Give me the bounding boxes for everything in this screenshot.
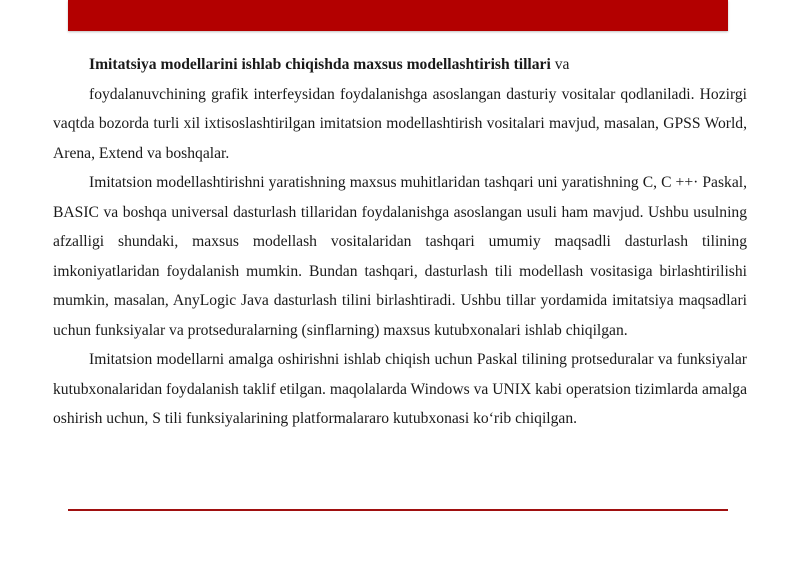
header-bar	[68, 0, 728, 31]
paragraph-1-first-line	[53, 50, 747, 80]
paragraph-1-body: foydalanuvchining grafik interfeysidan foydalanishga asoslangan dasturiy vositalar qodlaniladi. Hozirgi vaqtda bozorda turli xil ixtisoslashtirilgan imitatsion modellashtirish vositalari mavjud, masalan, GPSS World, Arena, Extend va boshqalar.	[53, 85, 747, 162]
footer-divider	[68, 509, 728, 511]
slide-body	[53, 50, 747, 434]
paragraph-1-lead-tail: va	[550, 56, 570, 73]
paragraph-2: Imitatsion modellashtirishni yaratishning maxsus muhitlaridan tashqari uni yaratishning C, C ++· Paskal, BASIC va boshqa universal dasturlash tillaridan foydalanishga asoslangan usuli ham mavjud. Ushbu usulning afzalligi shundaki, maxsus modellash vositalaridan tashqari umumiy maqsadli dasturlash tilining imkoniyatlaridan foydalanish mumkin. Bundan tashqari, dasturlash tili modellash vositasiga birlashtirilishi mumkin, masalan, AnyLogic Java dasturlash tilini birlashtiradi. Ushbu tillar yordamida imitatsiya maqsadlari uchun funksiyalar va protseduralarning (sinflarning) maxsus kutubxonalari ishlab chiqilgan.	[53, 174, 747, 339]
paragraph-3: Imitatsion modellarni amalga oshirishni ishlab chiqish uchun Paskal tilining protseduralar va funksiyalar kutubxonalaridan foydalanish taklif etilgan. maqolalarda Windows va UNIX kabi operatsion tizimlarda amalga oshirish uchun, S tili funksiyalarining platformalararo kutubxonasi ko‘rib chiqilgan.	[53, 351, 747, 427]
paragraph-1-bold-lead: Imitatsiya modellarini ishlab chiqishda maxsus modellashtirish tillari	[89, 56, 551, 73]
